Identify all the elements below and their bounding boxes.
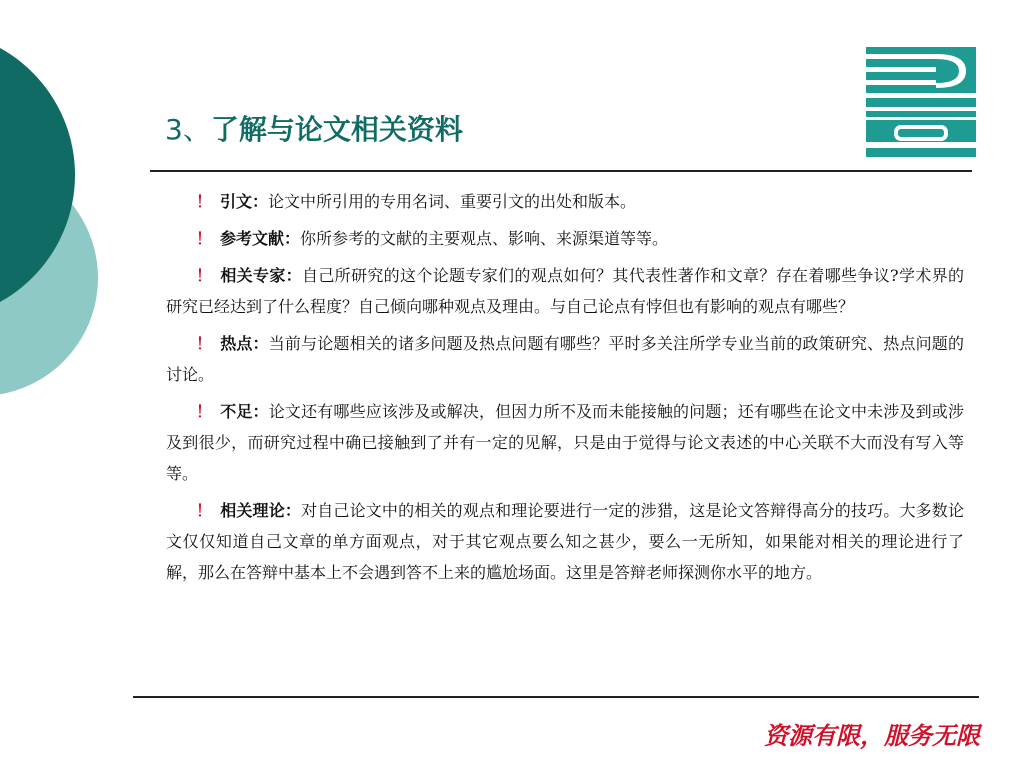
item-theory — [166, 495, 964, 588]
footer-slogan: 资源有限，服务无限 — [764, 721, 980, 750]
bullet-mark: ！ — [196, 402, 213, 421]
book-character-logo-icon — [866, 47, 976, 157]
content-body — [166, 186, 964, 594]
bullet-mark: ！ — [196, 334, 213, 353]
item-label: 参考文献： — [220, 229, 301, 248]
item-references — [166, 223, 964, 254]
item-hotspots — [166, 328, 964, 390]
item-label: 不足： — [220, 402, 269, 421]
item-text: 对自己论文中的相关的观点和理论要进行一定的涉猎，这是论文答辩得高分的技巧。大多数论文仅仅知道自己文章的单方面观点，对于其它观点要么知之甚少，要么一无所知，如果能对相关的理论进行了解，那么在答辩中基本上不会遇到答不上来的尴尬场面。这里是答辩老师探测你水平的地方。 — [166, 501, 964, 582]
item-text: 你所参考的文献的主要观点、影响、来源渠道等等。 — [300, 229, 669, 248]
item-label: 相关专家： — [220, 266, 303, 285]
title-text: 了解与论文相关资料 — [210, 113, 463, 146]
item-text: 当前与论题相关的诸多问题及热点问题有哪些？平时多关注所学专业当前的政策研究、热点问题的讨论。 — [166, 334, 964, 384]
item-citation — [166, 186, 964, 217]
page-title — [165, 108, 463, 148]
bullet-mark: ！ — [196, 229, 213, 248]
item-text: 论文还有哪些应该涉及或解决，但因力所不及而未能接触的问题；还有哪些在论文中未涉及到或涉及到很少，而研究过程中确已接触到了并有一定的见解，只是由于觉得与论文表述的中心关联不大而没有写入等等。 — [166, 402, 964, 483]
bullet-mark: ！ — [196, 266, 213, 285]
item-text: 自己所研究的这个论题专家们的观点如何？其代表性著作和文章？存在着哪些争议?学术界的研究已经达到了什么程度？自己倾向哪种观点及理由。与自己论点有悖但也有影响的观点有哪些？ — [166, 266, 964, 316]
item-label: 引文： — [220, 192, 269, 211]
item-label: 热点： — [220, 334, 269, 353]
bullet-mark: ！ — [196, 501, 213, 520]
title-number: 3、 — [165, 113, 211, 146]
item-shortcomings — [166, 396, 964, 489]
item-experts — [166, 260, 964, 322]
bottom-divider — [133, 696, 979, 698]
top-divider — [150, 170, 972, 172]
item-label: 相关理论： — [220, 501, 302, 520]
item-text: 论文中所引用的专用名词、重要引文的出处和版本。 — [268, 192, 637, 211]
bullet-mark: ！ — [196, 192, 213, 211]
